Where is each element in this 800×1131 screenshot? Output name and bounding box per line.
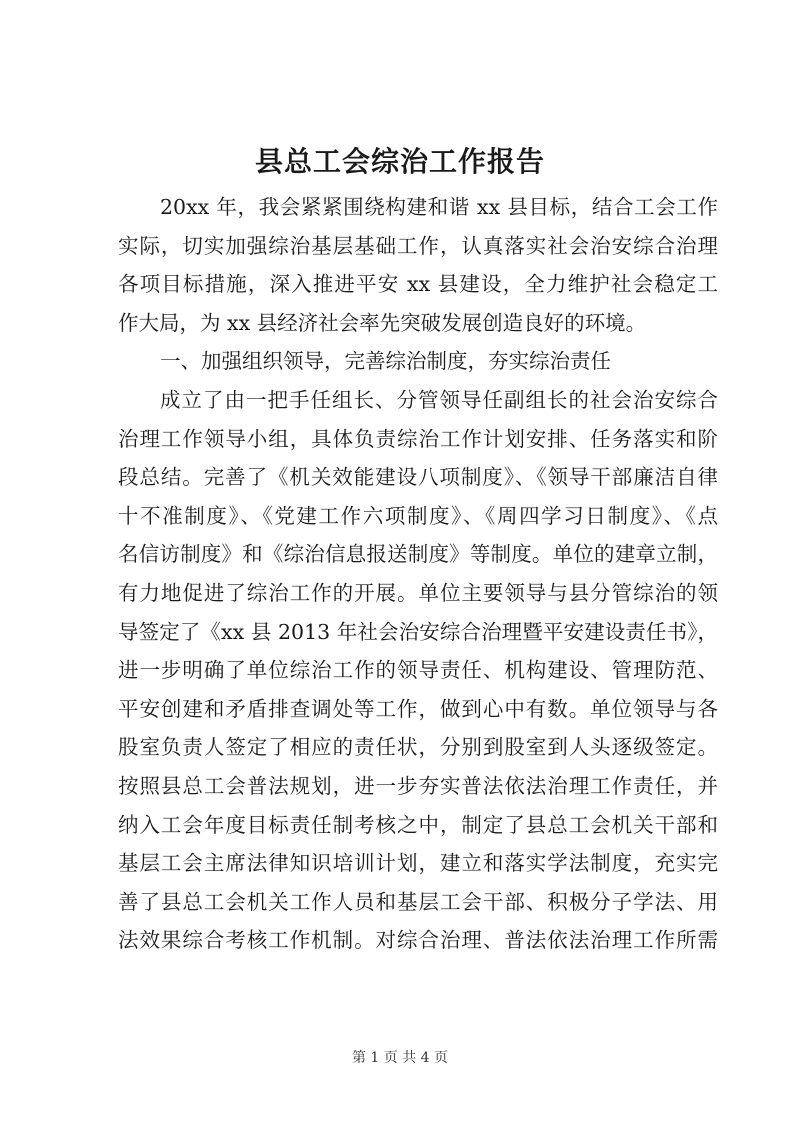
document-title: 县总工会综治工作报告: [254, 145, 545, 178]
paragraph-line: 治理工作领导小组，具体负责综治工作计划安排、任务落实和阶: [118, 426, 718, 451]
paragraph-line: 十不准制度》、《党建工作六项制度》、《周四学习日制度》、《点: [118, 503, 718, 528]
paragraph-line: 实际，切实加强综治基层基础工作，认真落实社会治安综合治理: [118, 233, 718, 258]
page-number-footer: 第 1 页 共 4 页: [351, 1050, 449, 1066]
paragraph-line: 法效果综合考核工作机制。对综合治理、普法依法治理工作所需: [118, 928, 718, 953]
paragraph-line: 纳入工会年度目标责任制考核之中，制定了县总工会机关干部和: [118, 812, 718, 837]
paragraph-line: 名信访制度》和《综治信息报送制度》等制度。单位的建章立制，: [118, 542, 718, 567]
paragraph-line: 进一步明确了单位综治工作的领导责任、机构建设、管理防范、: [118, 658, 718, 683]
paragraph-line: 段总结。完善了《机关效能建设八项制度》、《领导干部廉洁自律: [118, 465, 718, 490]
paragraph-line: 20xx 年，我会紧紧围绕构建和谐 xx 县目标，结合工会工作: [160, 195, 718, 219]
paragraph-line: 股室负责人签定了相应的责任状，分别到股室到人头逐级签定。: [118, 735, 718, 760]
paragraph-line: 按照县总工会普法规划，进一步夯实普法依法治理工作责任，并: [118, 773, 718, 798]
paragraph-line: 作大局，为 xx 县经济社会率先突破发展创造良好的环境。: [118, 310, 647, 335]
document-body: [118, 188, 718, 960]
paragraph-line: 基层工会主席法律知识培训计划，建立和落实学法制度，充实完: [118, 851, 718, 876]
paragraph-line: 各项目标措施，深入推进平安 xx 县建设，全力维护社会稳定工: [118, 272, 718, 297]
paragraph-line: 成立了由一把手任组长、分管领导任副组长的社会治安综合: [160, 387, 718, 412]
paragraph-line: 有力地促进了综治工作的开展。单位主要领导与县分管综治的领: [118, 580, 718, 605]
paragraph-line: 平安创建和矛盾排查调处等工作，做到心中有数。单位领导与各: [118, 696, 718, 721]
section-heading: 一、加强组织领导，完善综治制度，夯实综治责任: [160, 349, 611, 374]
paragraph-line: 导签定了《xx 县 2013 年社会治安综合治理暨平安建设责任书》，: [118, 619, 718, 644]
paragraph-line: 善了县总工会机关工作人员和基层工会干部、积极分子学法、用: [118, 889, 718, 914]
